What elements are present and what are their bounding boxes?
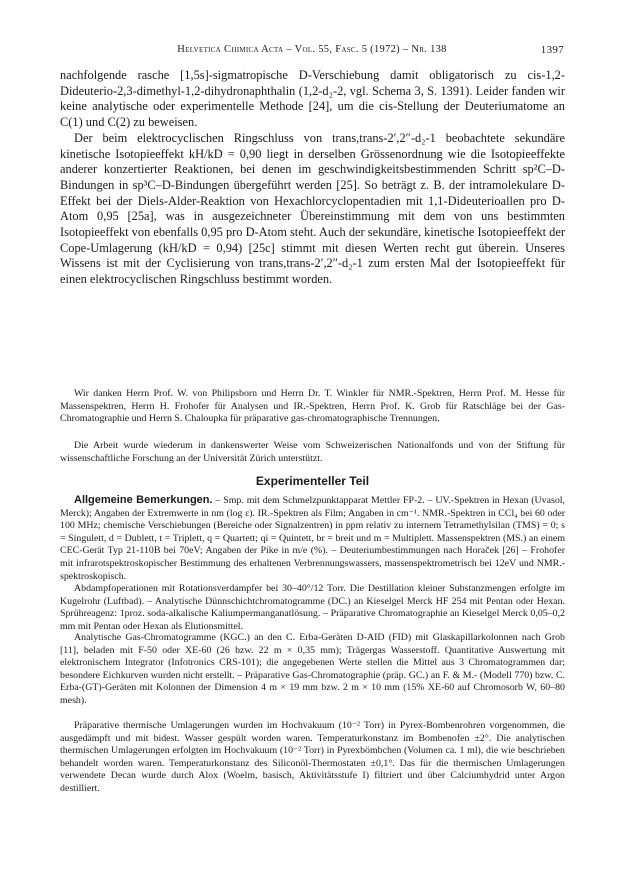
acknowledgement-text-2: Die Arbeit wurde wiederum in dankenswerter Weise vom Schweizerischen Nationalfonds und von der Stiftung für wissenschaftliche Forschung an der Universität Zürich unterstützt. bbox=[60, 440, 565, 464]
section-title: Experimenteller Teil bbox=[255, 474, 370, 488]
gas-chromatography-paragraph bbox=[60, 632, 565, 708]
general-remarks-heading: Allgemeine Bemerkungen. bbox=[74, 494, 213, 506]
general-remarks bbox=[60, 494, 565, 583]
gas-chromatography-text: Analytische Gas-Chromatogramme (KGC.) an den C. Erba-Geräten D-AID (FID) mit Glaskapillarkolonnen nach Grob [11], beladen mit F-50 oder XE-60 (26 bzw. 22 m × 0,35 mm); Trägergas Wasserstoff. Quantitative Auswertung mit elektronischem Integrator (Infotronics CRS-101); die angegebenen Werte stellen die Mittel aus 3 Chromatogrammen dar; besondere Eichkurven wurden nicht erstellt. – Präparative Gas-Chromatographie (präp. GC.) an F. & M.- (Modell 770) bzw. C. Erba-(GT)-Geräten mit Kolonnen der Dimension 4 m × 19 mm bzw. 2 m × 10 mm (15% XE-60 auf Chromosorb W, 60–80 mesh). bbox=[60, 632, 565, 706]
acknowledgement-text-1: Wir danken Herrn Prof. W. von Philipsborn und Herrn Dr. T. Winkler für NMR.-Spektren, Herrn Prof. M. Hesse für Massenspektren, Herrn H. Frohofer für Analysen und IR.-Spektren, Herrn Prof. K. Grob für Ratschläge bei der Gas-Chromatographie und Herrn S. Chaloupka für präparative gas-chromatographische Trennungen. bbox=[60, 388, 565, 425]
paragraph-continuation: nachfolgende rasche [1,5s]-sigmatropische D-Verschiebung damit obligatorisch zu cis-1,2-Dideuterio-2,3-dimethyl-1,2-dihydronaphthalin (1,2-d₂-2, vgl. Schema 3, S. 1391). Leider fanden wir keine analytische oder experimentelle Methode [24], um die cis-Stellung der Deuteriumatome an C(1) und C(2) zu beweisen. bbox=[60, 68, 565, 130]
running-title: Helvetica Chimica Acta – Vol. 55, Fasc. 5 (1972) – Nr. 138 bbox=[177, 44, 447, 55]
acknowledgement-2 bbox=[60, 440, 565, 465]
paragraph-isotope-effect: Der beim elektrocyclischen Ringschluss von trans,trans-2′,2″-d₂-1 beobachtete sekundäre kinetische Isotopieeffekt kH/kD = 0,90 liegt in derselben Grössenordnung wie die Isotopieeffekte anderer konzertierter Reaktionen, bei denen im geschwindigkeitsbestimmenden Schritt sp²C–D-Bindungen in sp³C–D-Bindungen übergeführt werden [25]. So beträgt z. B. der intramolekulare D-Effekt bei der Diels-Alder-Reaktion von Hexachlorcyclopentadien mit 1,1-Dideuterioallen pro D-Atom 0,95 [25a], was in ausgezeichneter Übereinstimmung mit dem von uns bestimmten Isotopieeffekt von ebenfalls 0,95 pro D-Atom steht. Auch der sekundäre, kinetische Isotopieeffekt der Cope-Umlagerung (kH/kD = 0,94) [25c] stimmt mit diesen Werten recht gut überein. Unseres Wissens ist mit der Cyclisierung von trans,trans-2′,2″-d₂-1 zum ersten Mal der Isotopieeffekt für einen elektrocyclischen Ringschluss bestimmt worden. bbox=[60, 130, 566, 287]
acknowledgement-1 bbox=[60, 388, 565, 426]
evaporation-paragraph bbox=[60, 583, 565, 633]
thermal-rearrangement-paragraph bbox=[60, 720, 565, 796]
evaporation-text: Abdampfoperationen mit Rotationsverdampfer bei 30–40°/12 Torr. Die Destillation kleiner Substanzmengen erfolgte im Kugelrohr (Luftbad). – Analytische Dünnschichtchromatogramme (DC.) an Kieselgel Merck HF 254 mit Pentan oder Hexan. Sprühreagenz: 1proz. soda-alkalische Kaliumpermanganatlösung. – Präparative Chromatographie an Kieselgel Merck 0,05–0,2 mm mit Pentan oder Hexan als Elutionsmittel. bbox=[60, 583, 565, 632]
body-text bbox=[60, 68, 565, 288]
page-number: 1397 bbox=[540, 44, 564, 56]
general-remarks-text: – Smp. mit dem Schmelzpunktapparat Mettler FP-2. – UV.-Spektren in Hexan (Uvasol, Merck); Angaben der Extremwerte in nm (log ε). IR.-Spektren als Film; Angaben in cm⁻¹. NMR.-Spektren in CCl₄ bei 60 oder 100 MHz; chemische Verschiebungen (Bereiche oder Signalzentren) in ppm relativ zu internem Tetramethylsilan (TMS) = 0; s = Singulett, d = Dublett, t = Triplett, q = Quartett; qi = Quintett, br = breit und m = Multiplett. Massenspektren (MS.) an einem CEC-Gerät Typ 21-110B bei 70eV; Angaben der Pike in m/e (%). – Deuteriumbestimmungen nach Horaček [26] – Frohofer mit infrarotspektroskopischer Bestimmung des erhaltenen Verbrennungswassers, massenspektrometrisch bei 12eV und NMR.-spektroskopisch. bbox=[60, 495, 565, 582]
running-header bbox=[60, 44, 564, 58]
thermal-rearrangement-text: Präparative thermische Umlagerungen wurden im Hochvakuum (10⁻² Torr) in Pyrex-Bombenrohren vorgenommen, die ausgedämpft und mit bidest. Wasser gespült worden waren. Temperaturkonstanz im Bombenofen ±2°. Die analytischen thermischen Umlagerungen erfolgten im Hochvakuum (10⁻² Torr) in Pyrexbömbchen (Volumen ca. 1 ml), die wie beschrieben behandelt worden waren. Temperaturkonstanz des Siliconöl-Thermostaten ±0,1°. Das für die thermischen Umlagerungen verwendete Decan wurde durch Alox (Woelm, basisch, Aktivitätsstufe I) filtriert und über Calciumhydrid unter Argon destilliert. bbox=[60, 720, 565, 794]
